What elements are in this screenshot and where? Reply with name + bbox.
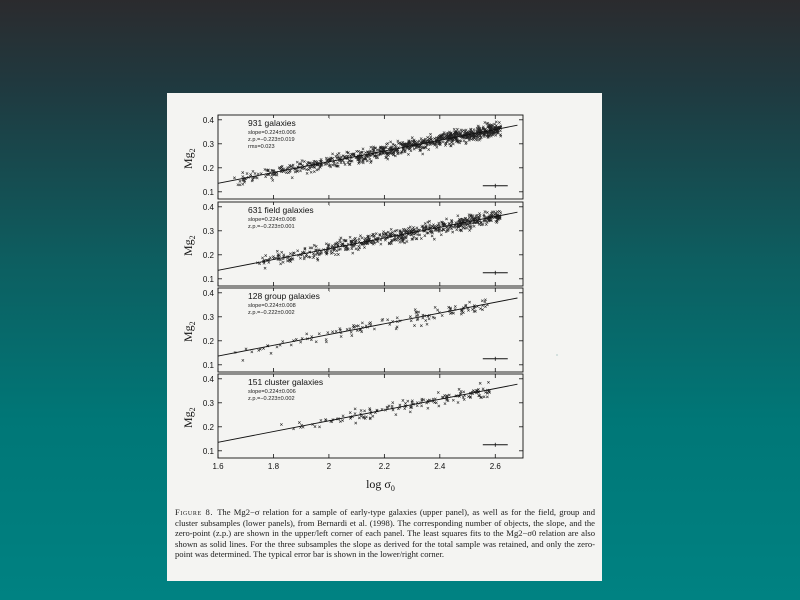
data-point	[351, 334, 353, 336]
panel-stat: slope=0.224±0.006	[248, 389, 296, 395]
x-tick-label: 1.6	[212, 462, 224, 471]
data-point	[399, 241, 401, 243]
data-point	[343, 239, 345, 241]
data-point	[411, 137, 413, 139]
panel-2	[181, 202, 523, 286]
data-point	[484, 299, 486, 301]
data-point	[360, 409, 362, 411]
data-point	[426, 323, 428, 325]
data-point	[405, 235, 407, 237]
data-point	[468, 301, 470, 303]
data-point	[349, 236, 351, 238]
data-point	[331, 331, 333, 333]
data-point	[468, 229, 470, 231]
data-point	[239, 184, 241, 186]
data-point	[478, 212, 480, 214]
y-axis-label: $Mg_2$	[181, 148, 197, 169]
y-tick-label: 0.2	[202, 163, 214, 173]
data-point	[339, 241, 341, 243]
data-point	[460, 313, 462, 315]
figure-caption	[175, 507, 595, 560]
data-point	[336, 249, 338, 251]
data-point	[316, 160, 318, 162]
data-point	[385, 143, 387, 145]
data-point	[299, 341, 301, 343]
data-point	[424, 222, 426, 224]
figure-image	[167, 93, 602, 581]
data-point	[242, 171, 244, 173]
data-point	[337, 253, 339, 255]
data-point	[365, 416, 367, 418]
y-tick-label: 0.1	[202, 187, 214, 197]
data-point	[436, 146, 438, 148]
data-point	[375, 232, 377, 234]
data-point	[362, 162, 364, 164]
data-point	[310, 339, 312, 341]
data-point	[381, 236, 383, 238]
data-point	[268, 261, 270, 263]
data-point	[339, 420, 341, 422]
data-point	[306, 172, 308, 174]
y-tick-label: 0.1	[202, 274, 214, 284]
data-point	[481, 300, 483, 302]
data-point	[364, 151, 366, 153]
data-point	[334, 244, 336, 246]
y-tick-label: 0.3	[202, 312, 214, 322]
x-tick-label: 2.2	[378, 462, 390, 471]
data-point	[331, 153, 333, 155]
data-point	[495, 121, 497, 123]
data-point	[404, 402, 406, 404]
data-point	[487, 381, 489, 383]
data-point	[369, 321, 371, 323]
data-point	[441, 396, 443, 398]
data-point	[455, 229, 457, 231]
data-point	[389, 141, 391, 143]
data-point	[335, 330, 337, 332]
y-tick-label: 0.1	[202, 446, 214, 456]
data-point	[438, 405, 440, 407]
data-point	[493, 123, 495, 125]
data-point	[440, 234, 442, 236]
data-point	[420, 324, 422, 326]
data-point	[413, 324, 415, 326]
data-point	[311, 247, 313, 249]
data-point	[338, 152, 340, 154]
data-point	[264, 267, 266, 269]
data-point	[433, 238, 435, 240]
data-point	[301, 159, 303, 161]
data-point	[460, 140, 462, 142]
data-point	[424, 234, 426, 236]
data-point	[315, 341, 317, 343]
data-point	[280, 251, 282, 253]
caption-text: The Mg2−σ relation for a sample of early-type galaxies (upper panel), as well as for the field, group and cluster subsamples (lower panels), from Bernardi et al. (1998). The corresponding number of objects, the slope, and the zero-point (z.p.) are shown in the upper/left corner of each panel. The least squares fits to the Mg2−σ0 relation are also shown as solid lines. For the three subsamples the slope as derived for the total sample was retained, and only the zero-point was determined. The typical error bar is shown in the lower/right corner.	[175, 507, 595, 560]
y-axis-label: $Mg_2$	[181, 321, 197, 342]
data-point	[420, 237, 422, 239]
data-point	[361, 322, 363, 324]
data-point	[486, 211, 488, 213]
data-point	[484, 216, 486, 218]
x-tick-label: 2.4	[434, 462, 446, 471]
data-point	[427, 407, 429, 409]
data-point	[428, 318, 430, 320]
panel-title: 128 group galaxies	[248, 291, 320, 301]
data-point	[366, 160, 368, 162]
data-point	[298, 421, 300, 423]
data-point	[356, 150, 358, 152]
data-point	[372, 415, 374, 417]
data-point	[242, 183, 244, 185]
data-point	[314, 425, 316, 427]
data-point	[270, 352, 272, 354]
data-point	[479, 382, 481, 384]
data-point	[498, 121, 500, 123]
data-point	[306, 333, 308, 335]
y-tick-label: 0.4	[202, 374, 214, 384]
data-point	[482, 223, 484, 225]
data-point	[291, 176, 293, 178]
data-point	[434, 306, 436, 308]
data-point	[409, 316, 411, 318]
data-point	[325, 341, 327, 343]
data-point	[312, 252, 314, 254]
data-point	[441, 314, 443, 316]
data-point	[290, 344, 292, 346]
data-point	[295, 338, 297, 340]
data-point	[276, 346, 278, 348]
data-point	[467, 309, 469, 311]
data-point	[246, 172, 248, 174]
data-point	[285, 171, 287, 173]
data-point	[451, 231, 453, 233]
data-point	[419, 234, 421, 236]
data-point	[390, 228, 392, 230]
data-point	[363, 246, 365, 248]
data-point	[279, 263, 281, 265]
data-point	[354, 408, 356, 410]
x-tick-label: 2	[326, 462, 332, 471]
data-point	[416, 227, 418, 229]
data-point	[261, 257, 263, 259]
data-point	[457, 215, 459, 217]
data-point	[349, 328, 351, 330]
data-point	[306, 168, 308, 170]
panel-4	[181, 374, 523, 458]
y-tick-label: 0.3	[202, 139, 214, 149]
panel-stat: z.p.=−0.223±0.019	[248, 137, 295, 143]
data-point	[437, 391, 439, 393]
y-axis-label: $Mg_2$	[181, 235, 197, 256]
data-point	[264, 254, 266, 256]
y-tick-label: 0.4	[202, 288, 214, 298]
y-tick-label: 0.4	[202, 115, 214, 125]
stray-dot	[556, 354, 558, 356]
data-point	[484, 210, 486, 212]
data-point	[444, 402, 446, 404]
data-point	[299, 170, 301, 172]
data-point	[325, 243, 327, 245]
data-point	[303, 160, 305, 162]
data-point	[431, 235, 433, 237]
data-point	[233, 177, 235, 179]
data-point	[422, 317, 424, 319]
panel-stat: slope=0.224±0.006	[248, 130, 296, 136]
data-point	[461, 310, 463, 312]
data-point	[305, 253, 307, 255]
data-point	[340, 335, 342, 337]
data-point	[389, 323, 391, 325]
data-point	[363, 410, 365, 412]
data-point	[482, 388, 484, 390]
data-point	[349, 411, 351, 413]
panel-stat: slope=0.224±0.008	[248, 303, 296, 309]
x-tick-label: 1.8	[267, 462, 280, 471]
data-point	[355, 422, 357, 424]
data-point	[355, 248, 357, 250]
y-tick-label: 0.3	[202, 226, 214, 236]
data-point	[386, 319, 388, 321]
data-point	[254, 172, 256, 174]
data-point	[239, 180, 241, 182]
data-point	[320, 419, 322, 421]
panel-1	[181, 115, 523, 199]
data-point	[445, 218, 447, 220]
data-point	[370, 146, 372, 148]
data-point	[299, 257, 301, 259]
data-point	[257, 173, 259, 175]
data-point	[245, 348, 247, 350]
data-point	[242, 176, 244, 178]
data-point	[303, 167, 305, 169]
data-point	[362, 148, 364, 150]
data-point	[448, 394, 450, 396]
data-point	[382, 231, 384, 233]
data-point	[352, 252, 354, 254]
data-point	[416, 319, 418, 321]
data-point	[391, 405, 393, 407]
data-point	[387, 142, 389, 144]
data-point	[465, 129, 467, 131]
data-point	[420, 405, 422, 407]
data-point	[264, 175, 266, 177]
y-tick-label: 0.2	[202, 336, 214, 346]
y-tick-label: 0.4	[202, 202, 214, 212]
panel-title: 151 cluster galaxies	[248, 377, 324, 387]
data-point	[289, 166, 291, 168]
data-point	[310, 171, 312, 173]
data-point	[357, 325, 359, 327]
data-point	[388, 405, 390, 407]
panel-3	[181, 288, 523, 372]
data-point	[486, 221, 488, 223]
data-point	[328, 243, 330, 245]
data-point	[282, 261, 284, 263]
data-point	[484, 301, 486, 303]
data-point	[370, 324, 372, 326]
data-point	[283, 254, 285, 256]
data-point	[452, 399, 454, 401]
data-point	[442, 141, 444, 143]
data-point	[485, 223, 487, 225]
data-point	[417, 141, 419, 143]
panel-stat: slope=0.224±0.008	[248, 217, 296, 223]
panel-title: 931 galaxies	[248, 118, 296, 128]
data-point	[404, 407, 406, 409]
data-point	[409, 411, 411, 413]
data-point	[296, 250, 298, 252]
data-point	[473, 128, 475, 130]
data-point	[456, 128, 458, 130]
data-point	[455, 221, 457, 223]
data-point	[443, 394, 445, 396]
data-point	[420, 137, 422, 139]
data-point	[303, 256, 305, 258]
data-point	[318, 426, 320, 428]
data-point	[354, 412, 356, 414]
data-point	[457, 401, 459, 403]
y-tick-label: 0.3	[202, 398, 214, 408]
data-point	[276, 250, 278, 252]
x-axis-label: $\log \sigma_0$	[366, 477, 395, 493]
y-tick-label: 0.2	[202, 422, 214, 432]
data-point	[414, 308, 416, 310]
data-point	[498, 210, 500, 212]
panel-stat: z.p.=−0.223±0.002	[248, 396, 295, 402]
data-point	[452, 226, 454, 228]
panel-stat: rms=0.023	[248, 144, 275, 150]
data-point	[462, 391, 464, 393]
data-point	[361, 237, 363, 239]
data-point	[473, 225, 475, 227]
data-point	[395, 145, 397, 147]
data-point	[392, 401, 394, 403]
data-point	[410, 319, 412, 321]
panel-title: 631 field galaxies	[248, 205, 314, 215]
data-point	[289, 170, 291, 172]
data-point	[486, 396, 488, 398]
data-point	[270, 176, 272, 178]
data-point	[470, 227, 472, 229]
data-point	[427, 148, 429, 150]
data-point	[436, 309, 438, 311]
data-point	[313, 170, 315, 172]
data-point	[406, 240, 408, 242]
y-tick-label: 0.1	[202, 360, 214, 370]
caption-label: Figure 8.	[175, 507, 214, 517]
data-point	[336, 162, 338, 164]
data-point	[438, 222, 440, 224]
data-point	[242, 359, 244, 361]
data-point	[397, 237, 399, 239]
y-axis-label: $Mg_2$	[181, 407, 197, 428]
data-point	[346, 328, 348, 330]
data-point	[395, 413, 397, 415]
data-point	[463, 139, 465, 141]
data-point	[251, 351, 253, 353]
data-point	[402, 399, 404, 401]
data-point	[396, 317, 398, 319]
data-point	[327, 331, 329, 333]
y-tick-label: 0.2	[202, 250, 214, 260]
data-point	[280, 423, 282, 425]
data-point	[325, 338, 327, 340]
data-point	[408, 230, 410, 232]
data-point	[458, 388, 460, 390]
data-point	[500, 135, 502, 137]
data-point	[350, 331, 352, 333]
data-point	[397, 153, 399, 155]
data-point	[416, 404, 418, 406]
data-point	[454, 305, 456, 307]
data-point	[453, 128, 455, 130]
data-point	[380, 243, 382, 245]
data-point	[423, 399, 425, 401]
data-point	[399, 404, 401, 406]
data-point	[358, 238, 360, 240]
data-point	[358, 417, 360, 419]
data-point	[318, 333, 320, 335]
data-point	[407, 153, 409, 155]
data-point	[421, 153, 423, 155]
data-point	[252, 170, 254, 172]
data-point	[351, 248, 353, 250]
data-point	[264, 168, 266, 170]
panel-stat: z.p.=−0.223±0.001	[248, 224, 295, 230]
data-point	[386, 406, 388, 408]
data-point	[282, 340, 284, 342]
data-point	[425, 319, 427, 321]
data-point	[484, 121, 486, 123]
data-point	[429, 133, 431, 135]
panel-stat: z.p.=−0.222±0.002	[248, 310, 295, 316]
data-point	[312, 256, 314, 258]
x-tick-label: 2.6	[489, 462, 501, 471]
data-point	[341, 419, 343, 421]
data-point	[373, 328, 375, 330]
data-point	[272, 255, 274, 257]
data-point	[272, 179, 274, 181]
data-point	[407, 400, 409, 402]
data-point	[334, 253, 336, 255]
data-point	[381, 319, 383, 321]
data-point	[483, 396, 485, 398]
data-point	[289, 252, 291, 254]
data-point	[342, 415, 344, 417]
